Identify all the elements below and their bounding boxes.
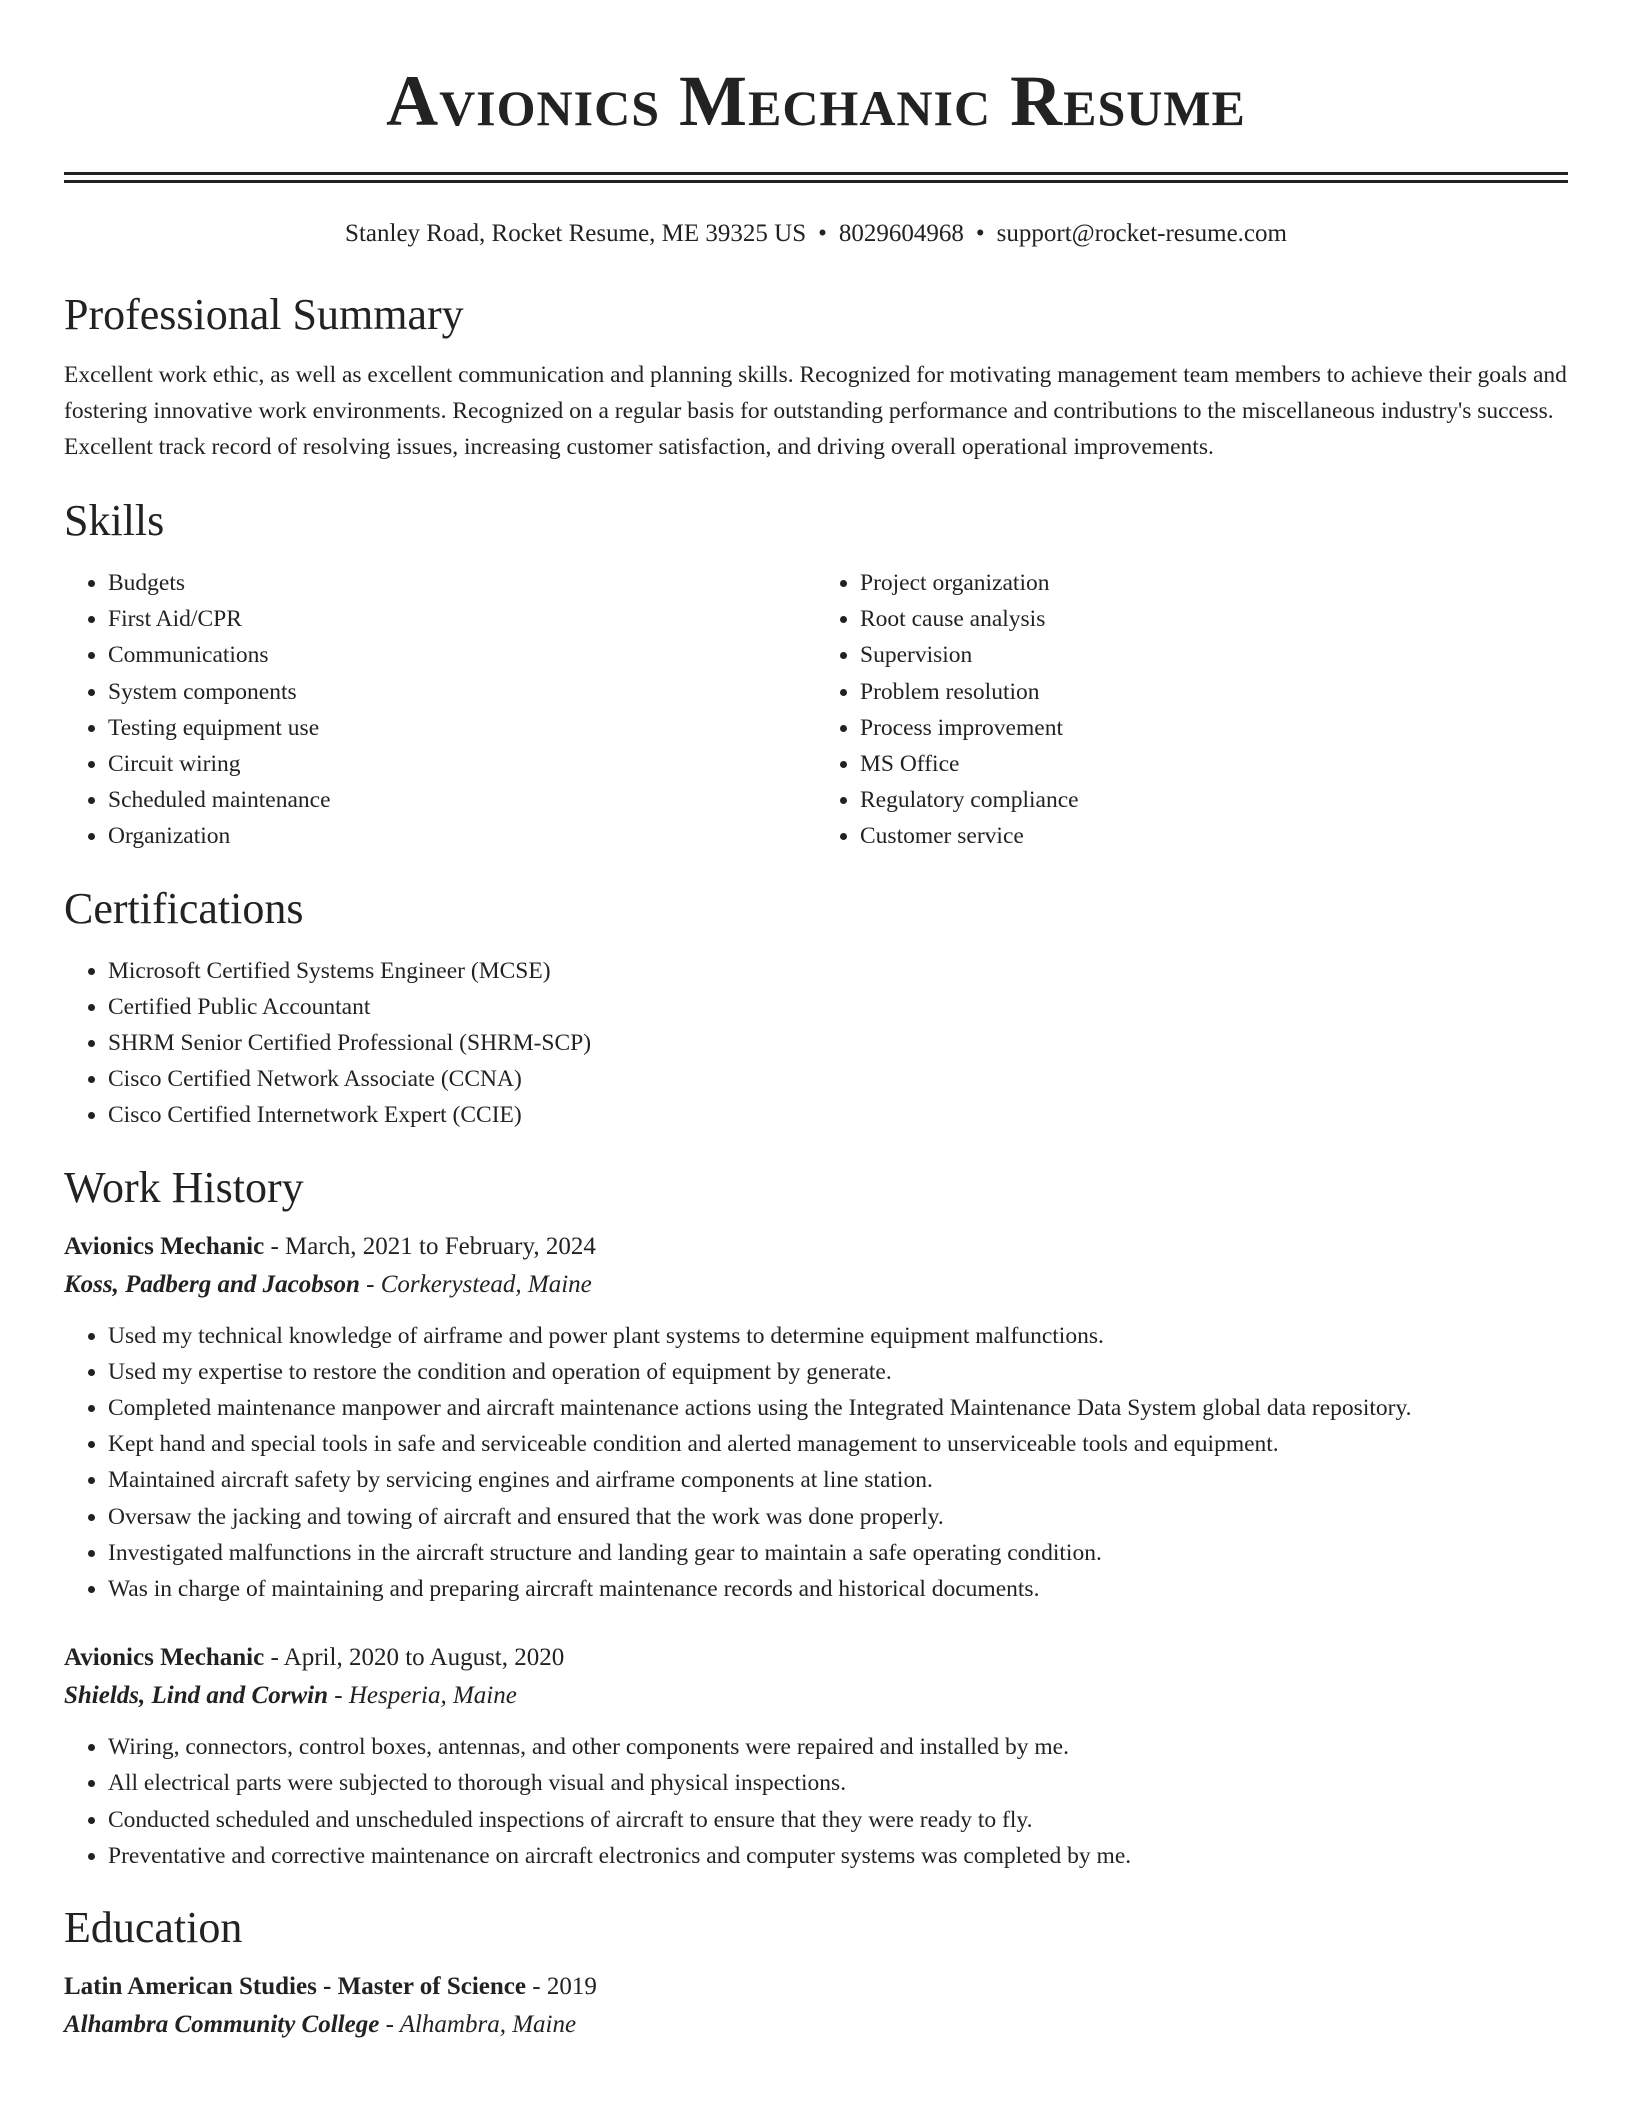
job-bullet: • Maintained aircraft safety by servicing engines and airframe components at line station. xyxy=(108,1462,1568,1498)
job-bullet: • Investigated malfunctions in the aircraft structure and landing gear to maintain a safe operating condition. xyxy=(108,1535,1568,1571)
skill-item: • Supervision xyxy=(860,637,1568,673)
job-bullet: • Preventative and corrective maintenance on aircraft electronics and computer systems was completed by me. xyxy=(108,1838,1568,1874)
job-bullet-list xyxy=(64,1729,1568,1874)
contact-separator: • xyxy=(975,220,985,247)
skill-item: • Scheduled maintenance xyxy=(108,782,816,818)
skill-item: • Process improvement xyxy=(860,710,1568,746)
education-heading: Education xyxy=(64,1903,243,1953)
skill-item: • Project organization xyxy=(860,565,1568,601)
certification-item: • Cisco Certified Network Associate (CCNA) xyxy=(108,1061,1568,1097)
certification-item: • SHRM Senior Certified Professional (SHRM-SCP) xyxy=(108,1025,1568,1061)
education-section xyxy=(64,1900,1568,2044)
job-bullet: • Was in charge of maintaining and preparing aircraft maintenance records and historical documents. xyxy=(108,1571,1568,1607)
summary-section xyxy=(64,287,1568,465)
job-dates: March, 2021 to February, 2024 xyxy=(285,1232,596,1260)
education-school: Alhambra Community College xyxy=(64,2011,380,2039)
skill-item: • Testing equipment use xyxy=(108,710,816,746)
contact-line xyxy=(64,217,1568,251)
contact-email: support@rocket-resume.com xyxy=(996,220,1287,247)
skill-item: • Regulatory compliance xyxy=(860,782,1568,818)
job-entry xyxy=(64,1639,1568,1874)
certifications-heading: Certifications xyxy=(64,883,304,933)
job-location: Hesperia, Maine xyxy=(348,1682,517,1710)
job-bullet-list xyxy=(64,1318,1568,1608)
job-bullet: • Oversaw the jacking and towing of aircraft and ensured that the work was done properly. xyxy=(108,1499,1568,1535)
education-year: 2019 xyxy=(546,1973,597,2001)
job-bullet: • All electrical parts were subjected to thorough visual and physical inspections. xyxy=(108,1765,1568,1801)
job-location: Corkerystead, Maine xyxy=(380,1270,592,1298)
skill-item: • Root cause analysis xyxy=(860,601,1568,637)
skill-item: • Organization xyxy=(108,818,816,854)
education-location: Alhambra, Maine xyxy=(399,2011,577,2039)
job-header: Avionics Mechanic - April, 2020 to August, 2020 xyxy=(64,1644,565,1672)
contact-address: Stanley Road, Rocket Resume, ME 39325 US xyxy=(345,220,807,247)
certification-item: • Certified Public Accountant xyxy=(108,989,1568,1025)
skill-item: • MS Office xyxy=(860,746,1568,782)
skill-item: • Communications xyxy=(108,637,816,673)
education-degree: Latin American Studies - Master of Science xyxy=(64,1973,526,2001)
education-header: Latin American Studies - Master of Science - 2019 xyxy=(64,1973,597,2001)
contact-separator: • xyxy=(818,220,827,247)
job-bullet: • Used my expertise to restore the condition and operation of equipment by generate. xyxy=(108,1354,1568,1390)
job-entry xyxy=(64,1228,1568,1608)
contact-phone: 8029604968 xyxy=(838,220,964,247)
summary-heading: Professional Summary xyxy=(64,290,464,339)
skill-item: • System components xyxy=(108,674,816,710)
job-bullet: • Conducted scheduled and unscheduled inspections of aircraft to ensure that they were ready to fly. xyxy=(108,1802,1568,1838)
job-bullet: • Wiring, connectors, control boxes, antennas, and other components were repaired and installed by me. xyxy=(108,1729,1568,1765)
summary-text: Excellent work ethic, as well as excellent communication and planning skills. Recognized for motivating management team members to achieve their goals and fostering innovative work environments. Recognized on a regular basis for outstanding performance and contributions to the miscellaneous industry's success. Excellent track record of resolving issues, increasing customer satisfaction, and driving overall operational improvements. xyxy=(64,362,1567,460)
job-bullet: • Kept hand and special tools in safe and serviceable condition and alerted management to unserviceable tools and equipment. xyxy=(108,1426,1568,1462)
job-company: Koss, Padberg and Jacobson xyxy=(64,1270,360,1298)
certifications-section xyxy=(64,881,1568,1134)
job-bullet: • Completed maintenance manpower and aircraft maintenance actions using the Integrated Maintenance Data System global data repository. xyxy=(108,1390,1568,1426)
job-title: Avionics Mechanic xyxy=(64,1232,265,1260)
job-title: Avionics Mechanic xyxy=(64,1644,265,1672)
skills-columns xyxy=(64,565,1568,855)
job-bullet: • Used my technical knowledge of airframe and power plant systems to determine equipment malfunctions. xyxy=(108,1318,1568,1354)
certifications-list xyxy=(64,953,1568,1134)
title-divider xyxy=(64,172,1568,183)
job-dates: April, 2020 to August, 2020 xyxy=(283,1644,565,1672)
work-history-heading: Work History xyxy=(64,1162,304,1212)
page-title: Avionics Mechanic Resume xyxy=(386,61,1246,141)
job-employer: Koss, Padberg and Jacobson - Corkerystead, Maine xyxy=(64,1270,592,1298)
skill-item: • Customer service xyxy=(860,818,1568,854)
skills-section xyxy=(64,493,1568,855)
job-employer: Shields, Lind and Corwin - Hesperia, Maine xyxy=(64,1682,517,1710)
skill-item: • Budgets xyxy=(108,565,816,601)
job-company: Shields, Lind and Corwin xyxy=(64,1682,328,1710)
skills-list-left xyxy=(64,565,816,855)
skills-list-right xyxy=(816,565,1568,855)
skills-heading: Skills xyxy=(64,496,165,545)
certification-item: • Cisco Certified Internetwork Expert (CCIE) xyxy=(108,1097,1568,1133)
job-header: Avionics Mechanic - March, 2021 to February, 2024 xyxy=(64,1232,596,1260)
skill-item: • Circuit wiring xyxy=(108,746,816,782)
education-school-line: Alhambra Community College - Alhambra, Maine xyxy=(64,2011,577,2039)
work-history-section xyxy=(64,1160,1568,1874)
skill-item: • First Aid/CPR xyxy=(108,601,816,637)
skill-item: • Problem resolution xyxy=(860,674,1568,710)
certification-item: • Microsoft Certified Systems Engineer (MCSE) xyxy=(108,953,1568,989)
